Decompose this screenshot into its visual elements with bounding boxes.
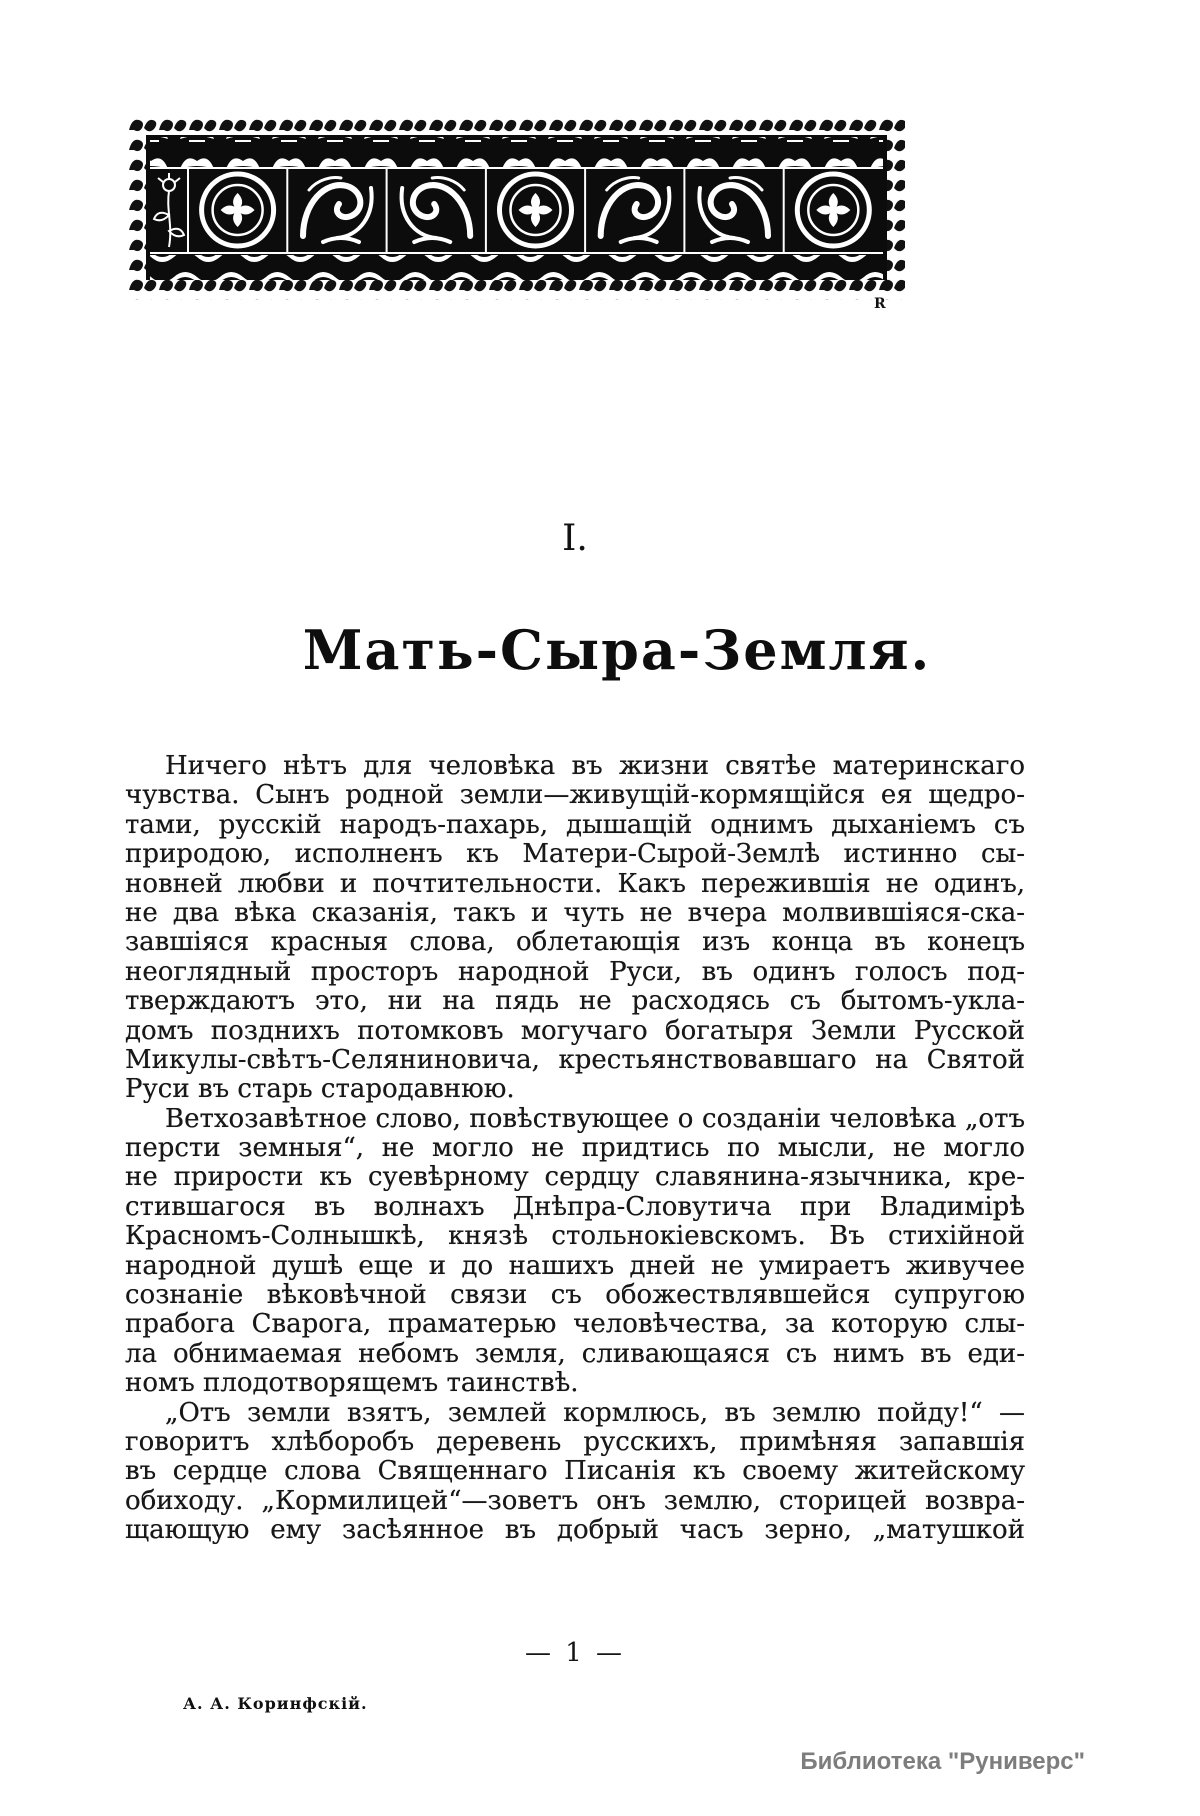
text-line: завшіяся красныя слова, облетающія изъ конца въ конецъ [125, 927, 1025, 958]
text-line: сознаніе вѣковѣчной связи съ обожествлявшейся супругою [125, 1280, 1025, 1311]
text-line: Ничего нѣтъ для человѣка въ жизни святѣе материнскаго [165, 751, 1025, 781]
text-line: чувства. Сынъ родной земли—живущій-кормящійся ея щедро- [125, 780, 1025, 811]
chapter-number: I. [562, 518, 588, 559]
text-line: Красномъ-Солнышкѣ, князѣ стольнокіевскомъ. Въ стихійной [125, 1221, 1025, 1252]
text-line: неоглядный просторъ народной Руси, въ одинъ голосъ под- [125, 956, 1025, 987]
text-line: домъ позднихъ потомковъ могучаго богатыря Земли Русской [125, 1015, 1025, 1046]
paragraph [125, 1105, 1025, 1399]
printer-corner-mark: R [874, 296, 886, 312]
paragraph [125, 752, 1025, 1105]
text-line: номъ плодотворящемъ таинствѣ. [125, 1368, 579, 1399]
text-line: природою, исполненъ къ Матери-Сырой-Землѣ истинно сы- [125, 839, 1025, 870]
library-watermark: Библиотека "Руниверс" [800, 1748, 1085, 1775]
text-line: прабога Сварога, праматерью человѣчества, за которую слы- [125, 1309, 1025, 1340]
body-text [125, 752, 1025, 1546]
text-line: Микулы-свѣтъ-Селяниновича, крестьянствовавшаго на Святой [125, 1044, 1025, 1075]
text-line: „Отъ земли взятъ, землей кормлюсь, въ землю пойду!“ — [165, 1397, 1025, 1428]
paragraph [125, 1399, 1025, 1546]
text-line: не прирости къ суевѣрному сердцу славянина-язычника, кре- [125, 1162, 1025, 1193]
author-print-signature: А. А. Коринфскій. [183, 1694, 368, 1713]
text-line: стившагося въ волнахъ Днѣпра-Словутича при Владимірѣ [125, 1191, 1025, 1222]
text-line: персти земныя“, не могло не придтись по мысли, не могло [125, 1133, 1025, 1164]
text-line: тами, русскій народъ-пахарь, дышащій однимъ дыханіемъ съ [125, 809, 1025, 840]
text-line: Руси въ старь стародавнюю. [125, 1074, 515, 1105]
text-line: ла обнимаемая небомъ земля, сливающаяся съ нимъ въ еди- [125, 1338, 1025, 1369]
page-title: Мать-Сыра-Земля. [302, 618, 932, 682]
text-line: въ сердце слова Священнаго Писанія къ своему житейскому [125, 1456, 1025, 1487]
text-line: новней любви и почтительности. Какъ пережившія не одинъ, [125, 868, 1025, 899]
text-line: обиходу. „Кормилицей“—зоветъ онъ землю, сторицей возвра- [125, 1485, 1025, 1516]
text-line: щающую ему засѣянное въ добрый часъ зерно, „матушкой [125, 1515, 1025, 1546]
headpiece-ornament-image [128, 115, 905, 300]
text-line: говоритъ хлѣборобъ деревень русскихъ, примѣняя запавшія [125, 1426, 1025, 1457]
text-line: тверждаютъ это, ни на пядь не расходясь съ бытомъ-укла- [125, 986, 1025, 1017]
text-line: не два вѣка сказанія, такъ и чуть не вчера молвившіяся-ска- [125, 897, 1025, 928]
text-line: народной душѣ еще и до нашихъ дней не умираетъ живучее [125, 1250, 1025, 1281]
page-number: — 1 — [524, 1638, 626, 1668]
text-line: Ветхозавѣтное слово, повѣствующее о созданіи человѣка „отъ [165, 1103, 1025, 1134]
